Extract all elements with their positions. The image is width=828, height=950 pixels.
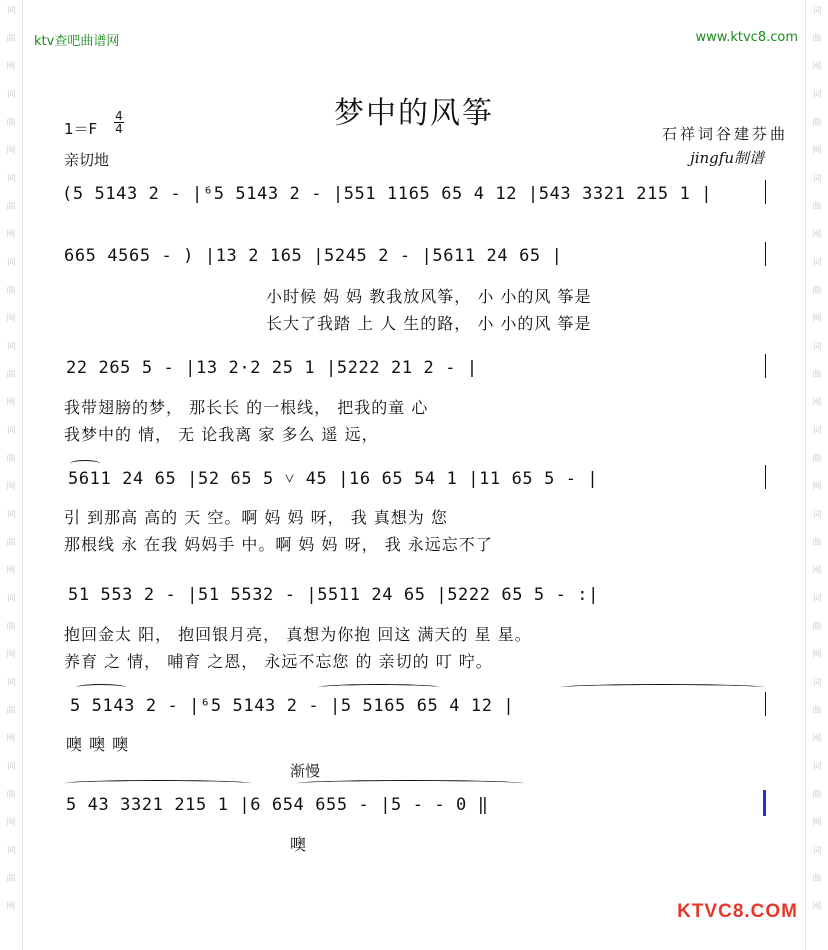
- watermark-char: 词: [812, 258, 822, 268]
- watermark-char: 曲: [812, 874, 822, 884]
- watermark-char: 曲: [6, 370, 16, 380]
- time-signature: 4 4: [115, 109, 123, 136]
- lyric-row-3-verse-2: 我梦中的 情， 无 论我离 家 多么 遥 远，: [64, 425, 379, 444]
- watermark-char: 网: [6, 62, 16, 72]
- notation-row-7: 5 43 3321 215 1 |6 654 655 - |5 - - 0 ‖: [66, 795, 489, 815]
- right-site-link[interactable]: www.ktvc8.com: [695, 30, 798, 45]
- watermark-char: 网: [6, 314, 16, 324]
- barline: [765, 692, 766, 716]
- watermark-char: 网: [812, 818, 822, 828]
- watermark-char: 词: [6, 6, 16, 16]
- watermark-char: 曲: [812, 286, 822, 296]
- watermark-char: 网: [812, 398, 822, 408]
- watermark-char: 词: [812, 426, 822, 436]
- watermark-char: 曲: [812, 34, 822, 44]
- watermark-char: 网: [6, 482, 16, 492]
- watermark-char: 曲: [6, 34, 16, 44]
- slur-mark: [76, 684, 126, 691]
- watermark-char: 网: [812, 62, 822, 72]
- lyric-row-2-verse-1: 小时候 妈 妈 教我放风筝， 小 小的风 筝是: [266, 287, 592, 306]
- watermark-char: 网: [812, 314, 822, 324]
- slur-mark: [70, 460, 100, 467]
- lyric-row-7: 噢: [290, 835, 308, 854]
- watermark-char: 词: [6, 426, 16, 436]
- watermark-char: 曲: [812, 118, 822, 128]
- lyric-row-4-verse-1: 引 到那高 高的 天 空。啊 妈 妈 呀， 我 真想为 您: [64, 508, 448, 527]
- watermark-char: 曲: [812, 790, 822, 800]
- lyric-row-6: 噢 噢 噢: [66, 735, 130, 754]
- lyric-row-5-verse-2: 养育 之 情， 哺育 之恩， 永远不忘您 的 亲切的 叮 咛。: [64, 652, 493, 671]
- left-site-link[interactable]: ktv查吧曲谱网: [34, 34, 120, 49]
- slur-mark: [64, 780, 252, 787]
- song-title: 梦中的风筝: [334, 96, 494, 131]
- watermark-char: 网: [812, 566, 822, 576]
- watermark-char: 网: [6, 566, 16, 576]
- composer-credit: 石祥词谷建芬曲: [661, 125, 788, 143]
- ktvc8-logo: KTVC8.COM: [677, 901, 798, 922]
- watermark-char: 网: [6, 230, 16, 240]
- watermark-char: 网: [6, 734, 16, 744]
- watermark-char: 词: [6, 846, 16, 856]
- notation-row-2: 665 4565 - ) |13 2 165 |5245 2 - |5611 24 65 |: [64, 246, 563, 266]
- watermark-char: 网: [6, 902, 16, 912]
- slur-mark: [296, 780, 524, 787]
- lyric-row-3-verse-1: 我带翅膀的梦， 那长长 的一根线， 把我的童 心: [64, 398, 429, 417]
- watermark-char: 网: [812, 146, 822, 156]
- notation-row-1: (5 5143 2 - |⁶5 5143 2 - |551 1165 65 4 12 |543 3321 215 1 |: [62, 184, 713, 204]
- final-barline: [763, 790, 766, 816]
- arranger-credit: jingfu制谱: [690, 149, 764, 167]
- watermark-char: 词: [812, 846, 822, 856]
- watermark-char: 词: [812, 594, 822, 604]
- barline: [765, 354, 766, 378]
- watermark-char: 曲: [6, 790, 16, 800]
- notation-row-3: 22 265 5 - |13 2·2 25 1 |5222 21 2 - |: [66, 358, 478, 378]
- watermark-char: 曲: [6, 622, 16, 632]
- watermark-char: 词: [812, 678, 822, 688]
- watermark-char: 曲: [6, 286, 16, 296]
- watermark-char: 词: [6, 678, 16, 688]
- watermark-char: 曲: [812, 622, 822, 632]
- watermark-char: 词: [6, 90, 16, 100]
- watermark-char: 词: [812, 90, 822, 100]
- barline: [765, 242, 766, 266]
- watermark-char: 词: [812, 174, 822, 184]
- watermark-char: 网: [6, 398, 16, 408]
- watermark-char: 网: [6, 650, 16, 660]
- watermark-char: 词: [6, 594, 16, 604]
- watermark-char: 网: [812, 230, 822, 240]
- watermark-char: 词: [812, 510, 822, 520]
- notation-row-4: 5611 24 65 |52 65 5 ˅ 45 |16 65 54 1 |11 65 5 - |: [68, 469, 599, 489]
- slur-mark: [318, 684, 440, 691]
- barline: [765, 180, 766, 204]
- watermark-char: 词: [812, 762, 822, 772]
- watermark-char: 词: [6, 258, 16, 268]
- watermark-char: 词: [6, 762, 16, 772]
- watermark-char: 曲: [6, 538, 16, 548]
- watermark-char: 词: [812, 6, 822, 16]
- notation-row-6: 5 5143 2 - |⁶5 5143 2 - |5 5165 65 4 12 |: [70, 696, 515, 716]
- watermark-char: 词: [6, 510, 16, 520]
- watermark-char: 网: [812, 902, 822, 912]
- lyric-row-5-verse-1: 抱回金太 阳， 抱回银月亮， 真想为你抱 回这 满天的 星 星。: [64, 625, 532, 644]
- watermark-char: 曲: [6, 706, 16, 716]
- slur-mark: [560, 684, 765, 691]
- watermark-char: 曲: [6, 454, 16, 464]
- watermark-char: 曲: [812, 538, 822, 548]
- watermark-char: 网: [812, 734, 822, 744]
- watermark-char: 曲: [812, 202, 822, 212]
- watermark-char: 网: [6, 146, 16, 156]
- watermark-char: 曲: [6, 202, 16, 212]
- watermark-char: 曲: [812, 370, 822, 380]
- watermark-char: 词: [812, 342, 822, 352]
- key-signature: 1＝F: [64, 120, 98, 138]
- right-watermark-strip: [805, 0, 828, 950]
- left-watermark-strip: [0, 0, 23, 950]
- watermark-char: 网: [812, 482, 822, 492]
- watermark-char: 曲: [6, 874, 16, 884]
- notation-row-5: 51 553 2 - |51 5532 - |5511 24 65 |5222 65 5 - :|: [68, 585, 599, 605]
- watermark-char: 曲: [812, 706, 822, 716]
- barline: [765, 465, 766, 489]
- watermark-char: 词: [6, 342, 16, 352]
- watermark-char: 曲: [812, 454, 822, 464]
- dynamic-marking: 渐慢: [290, 762, 321, 780]
- watermark-char: 网: [812, 650, 822, 660]
- watermark-char: 词: [6, 174, 16, 184]
- watermark-char: 曲: [6, 118, 16, 128]
- tempo-marking: 亲切地: [64, 151, 110, 169]
- lyric-row-4-verse-2: 那根线 永 在我 妈妈手 中。啊 妈 妈 呀， 我 永远忘不了: [64, 535, 493, 554]
- watermark-char: 网: [6, 818, 16, 828]
- lyric-row-2-verse-2: 长大了我踏 上 人 生的路， 小 小的风 筝是: [266, 314, 592, 333]
